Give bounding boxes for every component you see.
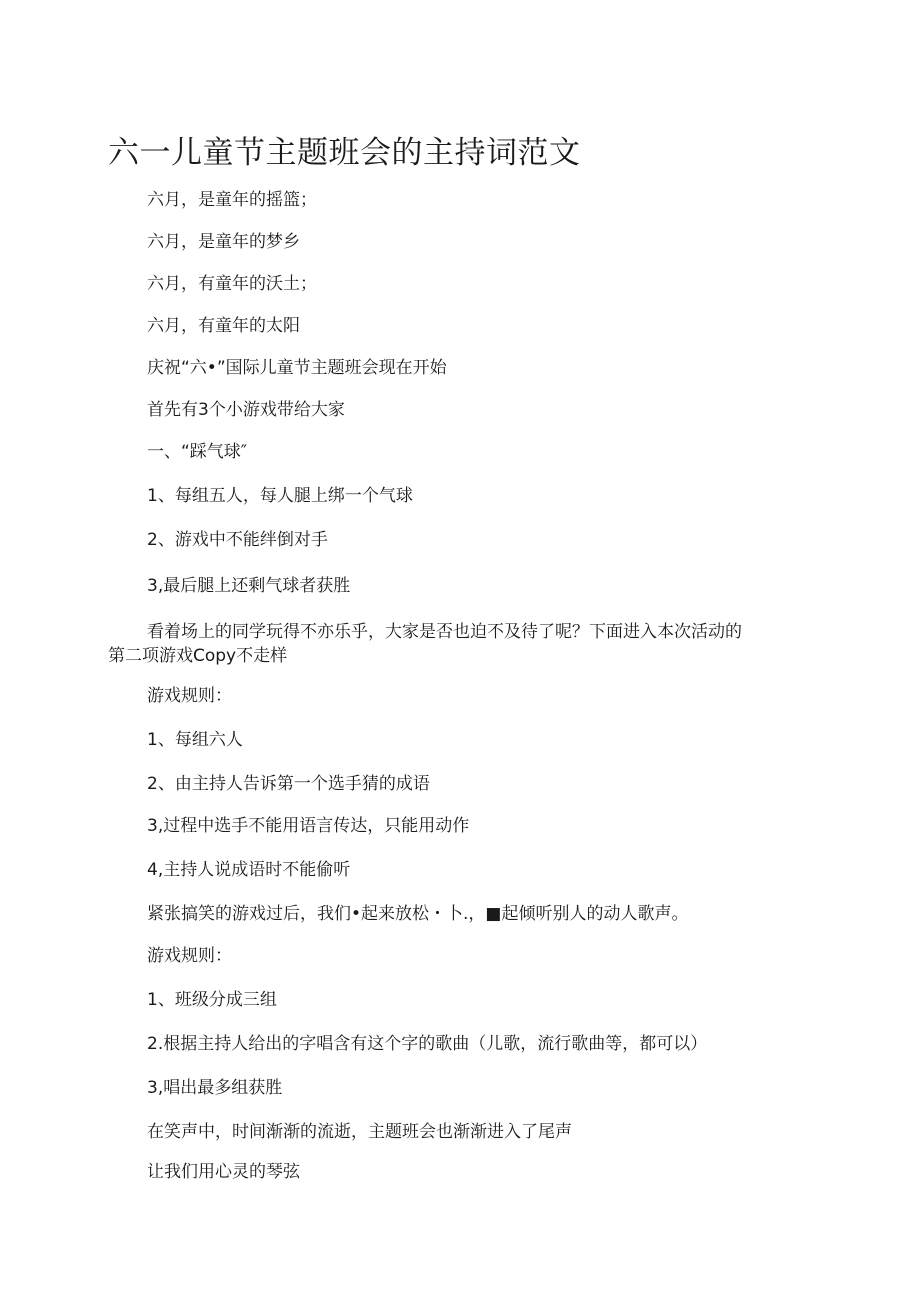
rule-item: 3,最后腿上还剩气球者获胜: [147, 576, 351, 596]
rule-item: 2、游戏中不能绊倒对手: [147, 530, 328, 550]
text-line: 在笑声中，时间渐渐的流逝，主题班会也渐渐进入了尾声: [147, 1122, 572, 1142]
rule-item: 1、每组六人: [147, 730, 243, 750]
text-line: 六月，有童年的沃土；: [147, 274, 317, 294]
text-line: 六月，有童年的太阳: [147, 316, 300, 336]
rule-item: 3,唱出最多组获胜: [147, 1078, 283, 1098]
text-line: 六月，是童年的摇篮；: [147, 190, 317, 210]
text-line: 让我们用心灵的琴弦: [147, 1162, 300, 1182]
text-line: 游戏规则：: [147, 946, 232, 966]
rule-item: 2、由主持人告诉第一个选手猜的成语: [147, 774, 430, 794]
rule-item: 4,主持人说成语时不能偷听: [147, 860, 351, 880]
rule-item: 1、每组五人，每人腿上绑一个气球: [147, 486, 413, 506]
text-line: 六月，是童年的梦乡: [147, 232, 300, 252]
section-heading: 一、“踩气球″: [147, 442, 248, 462]
rule-item: 2.根据主持人给出的字唱含有这个字的歌曲（儿歌，流行歌曲等，都可以）: [147, 1034, 708, 1054]
text-line: 庆祝“六•”国际儿童节主题班会现在开始: [147, 358, 447, 378]
document-title: 六一儿童节主题班会的主持词范文: [108, 134, 581, 171]
transition-paragraph: [108, 620, 808, 668]
paragraph-line: 看着场上的同学玩得不亦乐乎，大家是否也迫不及待了呢？下面进入本次活动的: [147, 622, 742, 642]
text-line: 游戏规则：: [147, 686, 232, 706]
rule-item: 3,过程中选手不能用语言传达，只能用动作: [147, 816, 470, 836]
paragraph-line: 第二项游戏Copy不走样: [108, 646, 288, 666]
rule-item: 1、班级分成三组: [147, 990, 277, 1010]
text-line: 首先有3个小游戏带给大家: [147, 400, 345, 420]
text-line: 紧张搞笑的游戏过后，我们•起来放松・卜.，■起倾听别人的动人歌声。: [147, 904, 689, 924]
